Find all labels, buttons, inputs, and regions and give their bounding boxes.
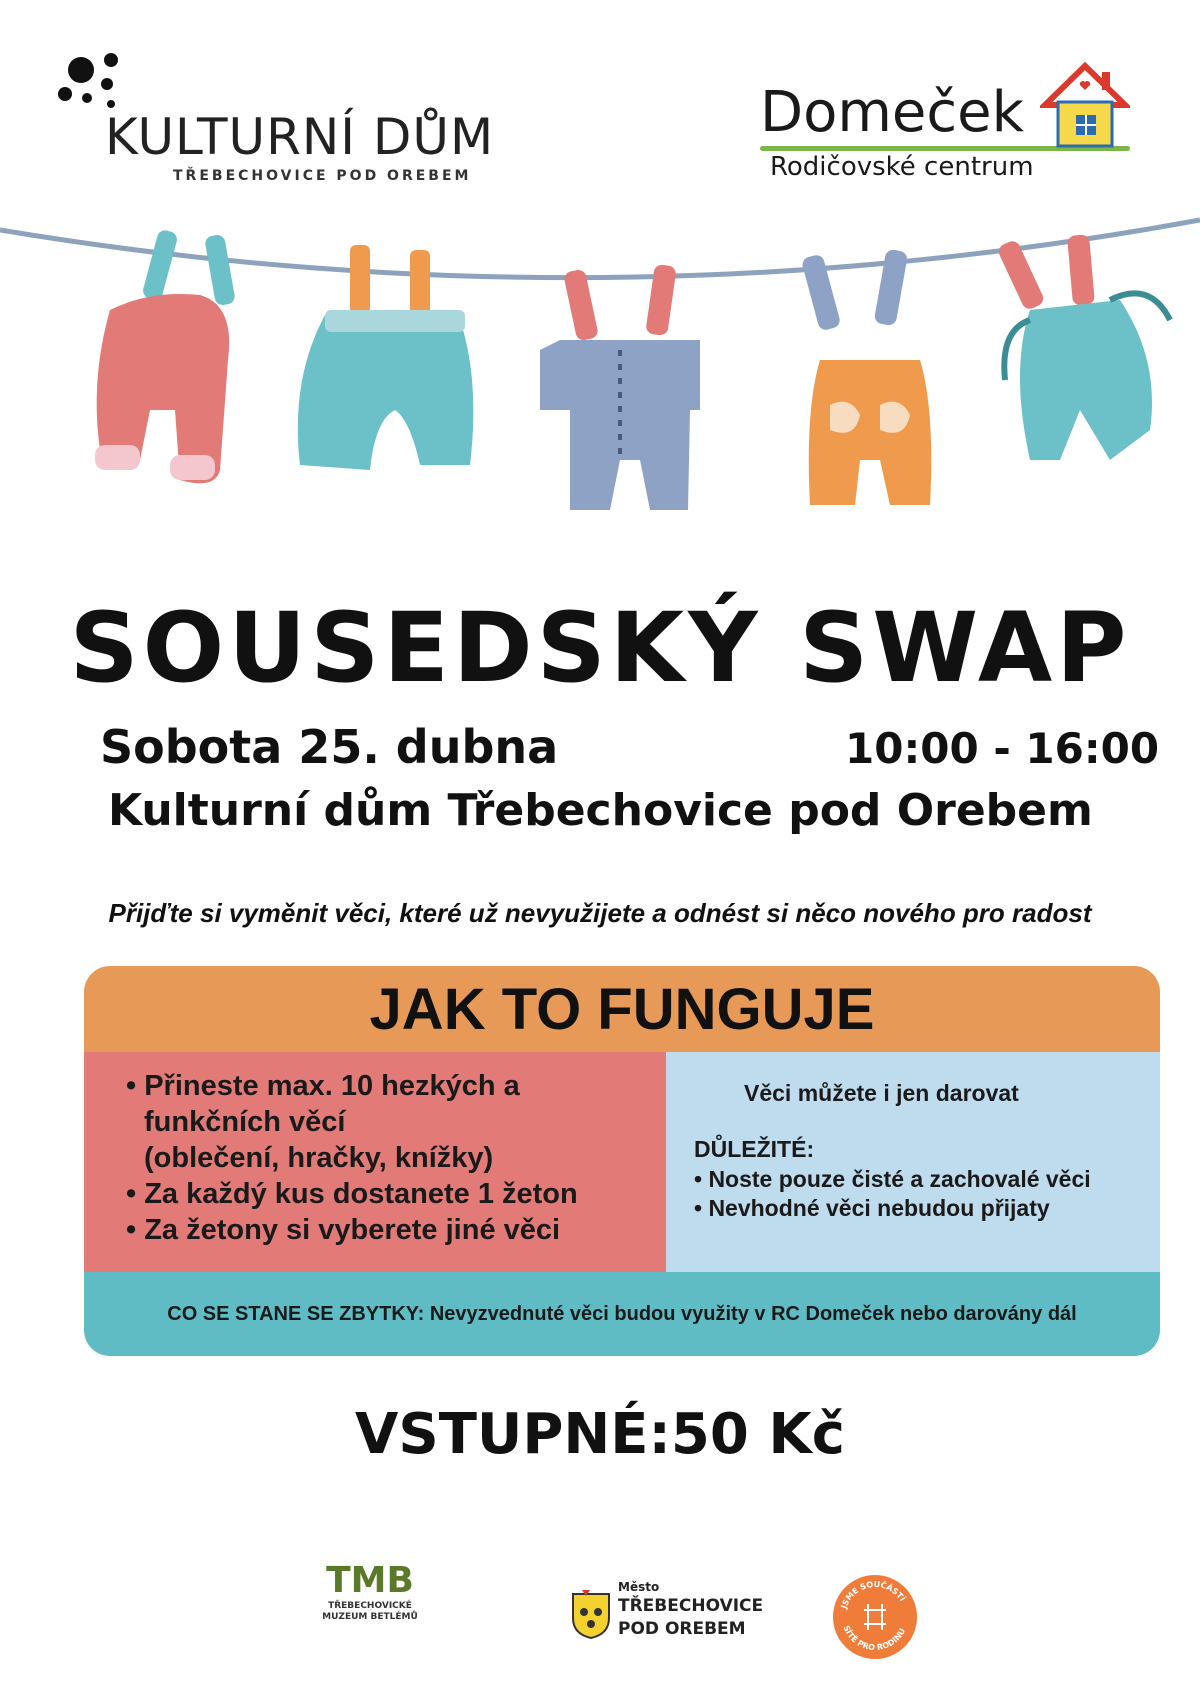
site-text-top: JSME SOUČÁSTÍ xyxy=(839,1579,907,1610)
kd-logo-subtitle: TŘEBECHOVICE POD OREBEM xyxy=(173,168,472,184)
how-it-works-notes xyxy=(666,1052,1160,1282)
kulturni-dum-logo xyxy=(55,50,515,190)
leftovers-text: CO SE STANE SE ZBYTKY: Nevyzvednuté věci budou využity v RC Domeček nebo darovány dál xyxy=(167,1302,1077,1325)
rule-line: • Noste pouze čisté a zachovalé věci xyxy=(694,1166,1091,1192)
site-pro-rodinu-badge-icon xyxy=(830,1572,920,1662)
mesto-small-label: Město xyxy=(618,1580,660,1594)
house-icon xyxy=(1040,60,1130,150)
mesto-logo xyxy=(570,1580,764,1650)
mesto-name-line1: TŘEBECHOVICE xyxy=(618,1596,764,1616)
event-venue: Kulturní dům Třebechovice pod Orebem xyxy=(108,785,1093,836)
clothesline-illustration xyxy=(0,210,1200,570)
step-line: • Za každý kus dostanete 1 žeton xyxy=(126,1178,578,1210)
kd-logo-title: KULTURNÍ DŮM xyxy=(105,108,495,166)
teal-pants-icon xyxy=(298,245,474,470)
domecek-title: Domeček xyxy=(760,80,1025,145)
donate-note: Věci můžete i jen darovat xyxy=(744,1080,1019,1106)
tmb-logo xyxy=(320,1560,420,1670)
site-pro-rodinu-logo xyxy=(830,1572,920,1662)
step-line: • Přineste max. 10 hezkých a xyxy=(126,1070,520,1102)
event-date: Sobota 25. dubna xyxy=(100,720,559,774)
step-line: funkčních věcí xyxy=(144,1106,346,1138)
step-line: • Za žetony si vyberete jiné věci xyxy=(126,1214,561,1246)
step-line: (oblečení, hračky, knížky) xyxy=(144,1142,494,1174)
event-time: 10:00 - 16:00 xyxy=(845,724,1160,773)
blue-jumpsuit-icon xyxy=(540,264,700,510)
event-invitation: Přijďte si vyměnit věci, které už nevyužijete a odnést si něco nového pro radost xyxy=(108,898,1092,928)
tmb-text: TŘEBECHOVICKÉ MUZEUM BETLÉMŮ xyxy=(322,1601,418,1622)
orange-overalls-icon xyxy=(801,249,931,505)
mesto-name-line2: POD OREBEM xyxy=(618,1619,746,1639)
event-title: SOUSEDSKÝ SWAP xyxy=(69,592,1131,704)
town-crest-icon xyxy=(570,1588,612,1640)
how-it-works-steps xyxy=(84,1052,666,1282)
how-it-works-header xyxy=(84,966,1160,1052)
domecek-subtitle: Rodičovské centrum xyxy=(770,152,1034,182)
admission-fee: VSTUPNÉ:50 Kč xyxy=(355,1402,845,1467)
how-it-works-box xyxy=(84,966,1160,1356)
site-text-bottom: SÍTĚ PRO RODINU xyxy=(841,1624,908,1653)
domecek-logo xyxy=(760,60,1140,190)
teal-patterned-romper-icon xyxy=(996,234,1170,460)
leftovers-bar xyxy=(84,1272,1160,1356)
rule-line: • Nevhodné věci nebudou přijaty xyxy=(694,1195,1050,1221)
tmb-mark: TMB xyxy=(326,1560,414,1601)
important-label: DŮLEŽITÉ: xyxy=(694,1136,815,1162)
pink-romper-icon xyxy=(95,229,236,484)
how-it-works-heading: JAK TO FUNGUJE xyxy=(369,976,875,1042)
